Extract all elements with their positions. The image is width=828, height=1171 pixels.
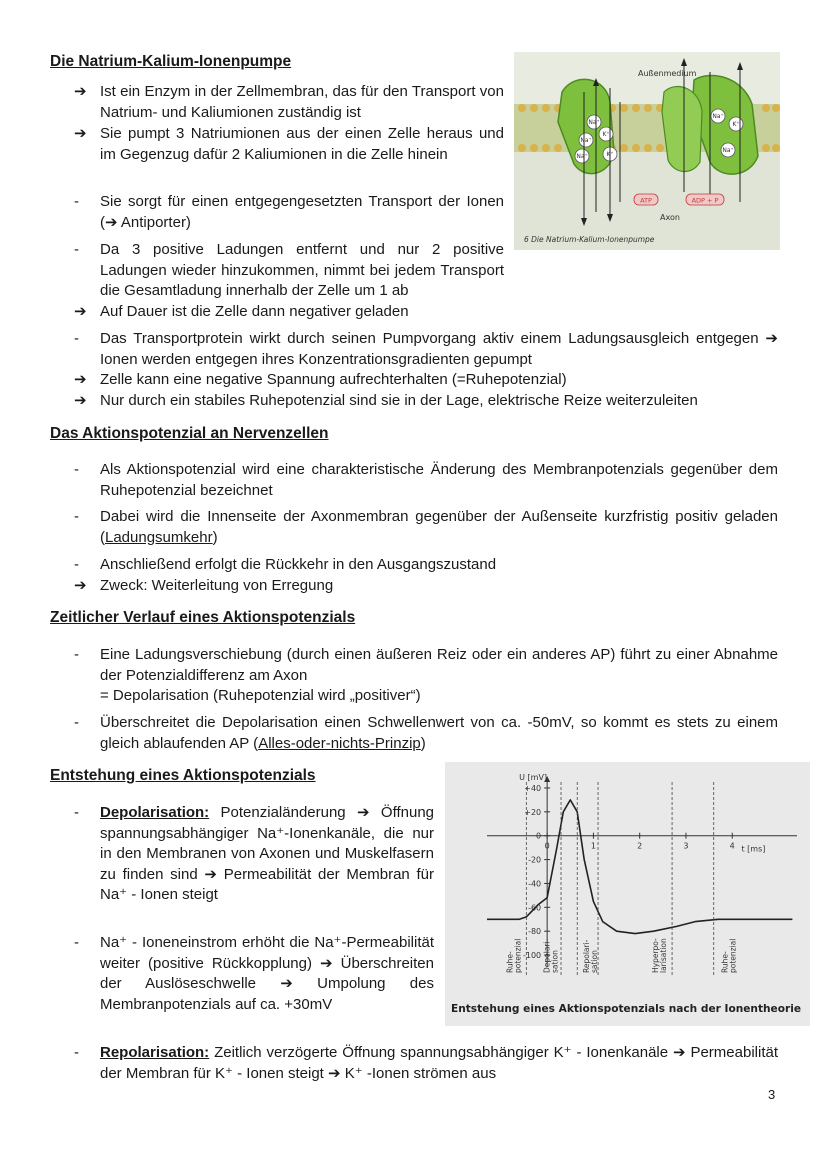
text-segment: Zeitlich verzögerte Öffnung spannungsabhängiger K⁺ - Ionenkanäle ➔ Permeabilität der Membran für K⁺ - Ionen steigt ➔ K⁺ -Ionen strömen aus — [100, 1044, 779, 1082]
list-item-text: Sie pumpt 3 Natriumionen aus der einen Zelle heraus und im Gegenzug dafür 2 Kaliumionen in die Zelle hinein — [100, 125, 504, 163]
dash-marker: - — [74, 646, 79, 663]
phase-label-line: sation — [589, 950, 599, 973]
list-item-text — [100, 803, 434, 906]
text-line: Eine Ladungsverschiebung (durch einen äußeren Reiz oder ein anderes AP) führt zu einer Abnahme der Potenzialdifferenz am Axon — [100, 646, 778, 684]
list-item — [74, 507, 778, 548]
text-segment: ) — [212, 528, 218, 546]
axon-label: Axon — [660, 213, 680, 222]
chart-title: Entstehung eines Aktionspotenzials nach der Ionentheorie — [451, 1003, 801, 1015]
list-item-text: Ist ein Enzym in der Zellmembran, das für den Transport von Natrium- und Kaliumionen zuständig ist — [100, 83, 504, 121]
x-tick-label: 4 — [729, 841, 735, 851]
phase-label-line: Ruhe- — [720, 951, 730, 973]
list-item-text: Auf Dauer ist die Zelle dann negativer geladen — [100, 303, 409, 320]
ion-label: Na⁺ — [588, 119, 600, 126]
underlined-term: Alles-oder-nichts-Prinzip — [258, 734, 421, 752]
dash-marker: - — [74, 330, 79, 347]
ion-label: Na⁺ — [722, 147, 734, 154]
list-item-text: Zelle kann eine negative Spannung aufrechterhalten (=Ruhepotenzial) — [100, 371, 567, 388]
text-segment: ) — [420, 734, 426, 752]
x-tick-label: 2 — [637, 841, 643, 851]
heading-aktionspotenzial: Das Aktionspotenzial an Nervenzellen — [50, 425, 329, 442]
heading-entstehung: Entstehung eines Aktionspotenzials — [50, 767, 316, 784]
figure-aktionspotenzial-chart — [445, 762, 810, 1026]
list-item — [74, 460, 778, 501]
chart — [445, 762, 810, 1026]
heading-zeitlicher-verlauf: Zeitlicher Verlauf eines Aktionspotenzials — [50, 609, 356, 626]
arrow-marker: ➔ — [74, 125, 87, 142]
phase-label-line: Depolari- — [542, 938, 552, 973]
figure-caption: 6 Die Natrium-Kalium-Ionenpumpe — [524, 235, 655, 244]
arrow-marker: ➔ — [74, 303, 87, 320]
y-axis-label: U [mV] — [519, 773, 548, 782]
phase-label — [542, 938, 559, 973]
ion-label: K⁺ — [732, 121, 740, 128]
ion-label: Na⁺ — [576, 153, 588, 160]
list-item — [74, 933, 434, 1015]
y-tick-label: -80 — [528, 927, 542, 937]
adp-label: ADP + P — [691, 196, 719, 205]
text-line: = Depolarisation (Ruhepotenzial wird „positiver“) — [100, 687, 421, 704]
list-item-text: Anschließend erfolgt die Rückkehr in den Ausgangszustand — [100, 556, 497, 573]
list-item — [74, 1043, 778, 1084]
list-item — [74, 302, 778, 323]
list-item — [74, 82, 504, 123]
phase-label-line: Ruhe- — [505, 951, 515, 973]
list-item-text: Als Aktionspotenzial wird eine charakteristische Änderung des Membranpotenzials gegenüber dem Ruhepotenzial bezeichnet — [100, 461, 778, 499]
y-tick-label: -100 — [522, 951, 542, 961]
x-axis-label: t [ms] — [741, 844, 766, 854]
arrow-marker: ➔ — [74, 392, 87, 409]
phase-label-line: sation — [550, 950, 560, 973]
series-line-membranpotenzial — [487, 800, 792, 937]
y-tick-label: 0 — [536, 831, 542, 841]
phase-label — [582, 939, 599, 973]
ion-label: Na⁺ — [712, 113, 724, 120]
ion-label: Na⁺ — [580, 137, 592, 144]
list-item-text — [100, 507, 778, 548]
figure-natrium-kalium-pumpe — [514, 52, 780, 250]
list-item-text: Sie sorgt für einen entgegengesetzten Transport der Ionen (➔ Antiporter) — [100, 193, 504, 231]
term-depolarisation: Depolarisation: — [100, 804, 210, 821]
text-segment: Potenzialänderung ➔ Öffnung spannungsabhängiger Na⁺-Ionenkanäle, die nur in den Membranen von Axonen und Muskelfasern zu finden sind ➔ Permeabilität der Membran für Na⁺ - Ionen steigt — [100, 804, 435, 903]
heading-natrium-kalium-pumpe: Die Natrium-Kalium-Ionenpumpe — [50, 53, 292, 70]
phase-label — [721, 939, 738, 973]
text-segment: Dabei wird die Innenseite der Axonmembran gegenüber der Außenseite kurzfristig positiv geladen ( — [100, 508, 778, 546]
list-item-text: Na⁺ - Ioneneinstrom erhöht die Na⁺-Permeabilität weiter (positive Rückkopplung) ➔ Überschreiten der Auslöseschwelle ➔ Umpolung des Membranpotenzials auf ca. +30mV — [100, 934, 434, 1013]
y-tick-label: +40 — [524, 783, 542, 793]
list-item-text: Das Transportprotein wirkt durch seinen Pumpvorgang aktiv einem Ladungsausgleich entgegen ➔ Ionen werden entgegen ihres Konzentrationsgradienten gepumpt — [100, 330, 778, 368]
y-tick-label: -60 — [528, 903, 542, 913]
list-item — [74, 576, 778, 597]
y-tick-label: +20 — [524, 807, 542, 817]
term-repolarisation: Repolarisation: — [100, 1044, 210, 1061]
x-tick-label: 1 — [590, 841, 596, 851]
list-item — [74, 803, 434, 906]
arrow-marker: ➔ — [74, 371, 87, 388]
page-number: 3 — [768, 1087, 776, 1102]
list-item-text: Da 3 positive Ladungen entfernt und nur 2 positive Ladungen wieder hinzukommen, nimmt bei jedem Transport die Gesamtladung innerhalb der Zelle um 1 ab — [100, 241, 504, 299]
ion-label: K⁺ — [602, 131, 610, 138]
phase-label-line: potenzial — [513, 938, 523, 973]
list-item — [74, 645, 778, 707]
x-tick-label: 0 — [544, 841, 550, 851]
list-item-text — [100, 240, 504, 302]
list-item — [74, 370, 778, 391]
dash-marker: - — [74, 461, 79, 478]
dash-marker: - — [74, 934, 79, 951]
dash-marker: - — [74, 804, 79, 821]
list-item — [74, 555, 778, 576]
arrow-marker: ➔ — [74, 83, 87, 100]
list-item — [74, 192, 504, 233]
dash-marker: - — [74, 1044, 79, 1061]
outside-medium-label: Außenmedium — [638, 69, 697, 78]
text-segment: Überschreitet die Depolarisation einen Schwellenwert von ca. -50mV, so kommt es stets zu einem gleich ablaufenden AP ( — [100, 714, 778, 752]
list-item — [74, 240, 504, 302]
underlined-term: Ladungsumkehr — [105, 528, 213, 546]
list-item — [74, 391, 778, 412]
dash-marker: - — [74, 193, 79, 210]
list-item-text: Zweck: Weiterleitung von Erregung — [100, 577, 334, 594]
x-tick-label: 3 — [683, 841, 689, 851]
phase-label-line: Repolari- — [581, 939, 591, 973]
dash-marker: - — [74, 508, 79, 525]
atp-label: ATP — [640, 196, 652, 205]
list-item-text — [100, 645, 778, 707]
y-tick-label: -40 — [528, 879, 542, 889]
list-item-text — [100, 1043, 778, 1084]
phase-label — [651, 938, 668, 973]
list-item-text: Nur durch ein stabiles Ruhepotenzial sind sie in der Lage, elektrische Reize weiterzuleiten — [100, 392, 698, 409]
y-tick-label: -20 — [528, 855, 542, 865]
arrow-marker: ➔ — [74, 577, 87, 594]
list-item — [74, 713, 778, 754]
dash-marker: - — [74, 241, 79, 258]
pump-illustration — [514, 52, 780, 250]
list-item — [74, 124, 504, 165]
phase-label-line: larisation — [659, 938, 669, 973]
dash-marker: - — [74, 714, 79, 731]
phase-label-line: Hyperpo- — [651, 938, 661, 973]
list-item — [74, 329, 778, 370]
dash-marker: - — [74, 556, 79, 573]
list-item-text — [100, 713, 778, 754]
phase-label — [505, 939, 522, 973]
ion-label: K⁺ — [606, 151, 614, 158]
phase-label-line: potenzial — [728, 938, 738, 973]
